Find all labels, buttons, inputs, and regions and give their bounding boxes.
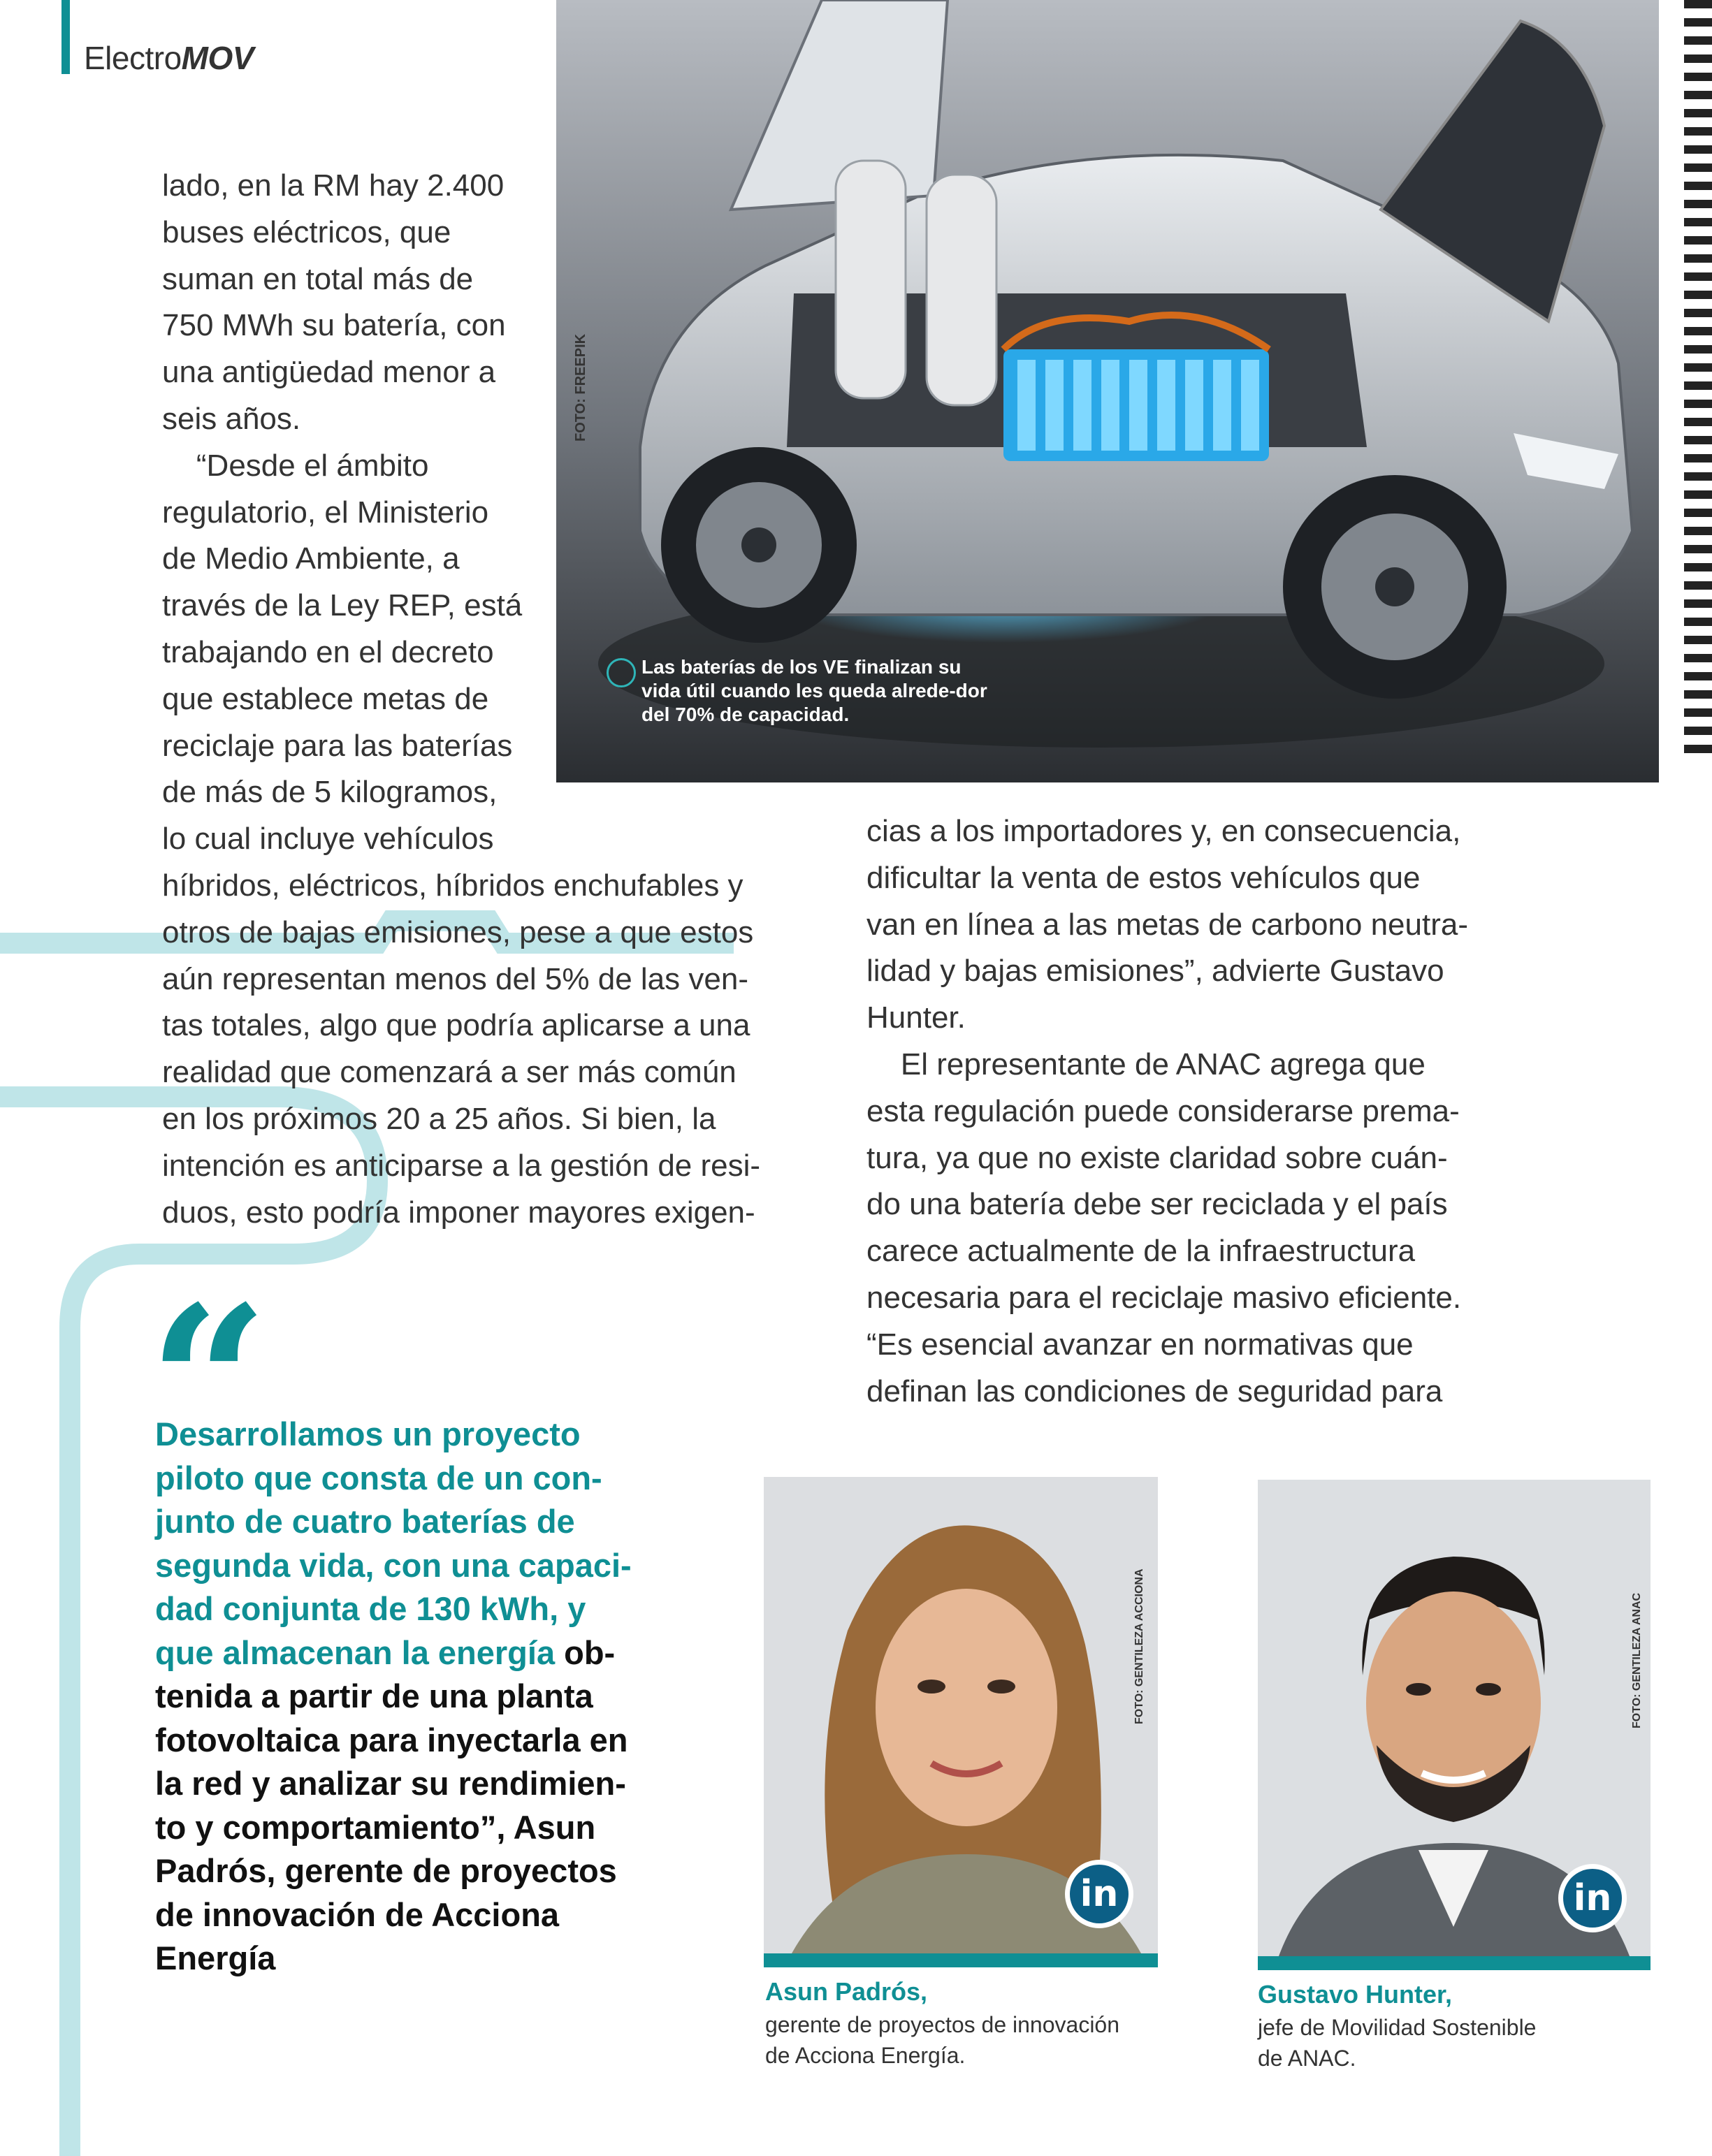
body-line: suman en total más de bbox=[162, 261, 474, 296]
body-line: tura, ya que no existe claridad sobre cuán- bbox=[866, 1140, 1448, 1175]
body-line: esta regulación puede considerarse prema- bbox=[866, 1093, 1460, 1128]
body-line: de Medio Ambiente, a bbox=[162, 541, 460, 576]
quote-line: que almacenan la energía ob- bbox=[155, 1633, 616, 1671]
quote-line: segunda vida, con una capaci- bbox=[155, 1546, 632, 1584]
body-line: través de la Ley REP, está bbox=[162, 588, 523, 623]
body-line: cias a los importadores y, en consecuencia, bbox=[866, 814, 1461, 848]
portrait-credit: FOTO: GENTILEZA ACCIONA bbox=[1133, 1568, 1145, 1724]
portrait-accent-bar bbox=[1258, 1956, 1651, 1970]
body-line: una antigüedad menor a bbox=[162, 355, 496, 390]
hero-photo-credit: FOTO: FREEPIK bbox=[573, 333, 588, 442]
quote-line: junto de cuatro baterías de bbox=[155, 1503, 575, 1540]
body-line: otros de bajas emisiones, pese a que estos bbox=[162, 915, 754, 949]
quote-line: fotovoltaica para inyectarla en bbox=[155, 1721, 628, 1758]
quote-line: Energía bbox=[155, 1939, 276, 1976]
body-line: buses eléctricos, que bbox=[162, 214, 451, 249]
person-name: Asun Padrós, bbox=[765, 1977, 928, 2006]
body-line: lado, en la RM hay 2.400 bbox=[162, 168, 505, 203]
body-line: do una batería debe ser reciclada y el país bbox=[866, 1187, 1448, 1222]
body-line: tas totales, algo que podría aplicarse a una bbox=[162, 1008, 750, 1043]
body-line: dificultar la venta de estos vehículos que bbox=[866, 860, 1421, 895]
quote-line: Padrós, gerente de proyectos bbox=[155, 1852, 617, 1889]
body-line: regulatorio, el Ministerio bbox=[162, 495, 489, 530]
body-line: híbridos, eléctricos, híbridos enchufables y bbox=[162, 868, 743, 903]
quote-line: de innovación de Acciona bbox=[155, 1895, 560, 1933]
person-role: jefe de Movilidad Sostenible de ANAC. bbox=[1258, 2015, 1537, 2071]
body-line: en los próximos 20 a 25 años. Si bien, la bbox=[162, 1101, 716, 1136]
body-line: necesaria para el reciclaje masivo eficiente. bbox=[866, 1280, 1462, 1315]
header-accent-bar bbox=[61, 0, 70, 74]
edge-stripes bbox=[1684, 0, 1712, 762]
portrait-accent-bar bbox=[764, 1953, 1158, 1967]
article-column-2 bbox=[866, 808, 1565, 1415]
quote-line: to y comportamiento”, Asun bbox=[155, 1808, 596, 1846]
body-line: seis años. bbox=[162, 401, 301, 436]
quote-line: Desarrollamos un proyecto bbox=[155, 1415, 581, 1452]
body-line: intención es anticiparse a la gestión de resi- bbox=[162, 1148, 761, 1183]
body-line: que establece metas de bbox=[162, 681, 489, 716]
body-line: Hunter. bbox=[866, 1000, 966, 1035]
hero-caption: Las baterías de los VE finalizan su vida útil cuando les queda alrede-dor del 70% de capacidad. bbox=[641, 656, 987, 725]
body-line: lidad y bajas emisiones”, advierte Gustavo bbox=[866, 954, 1444, 989]
quote-line: dad conjunta de 130 kWh, y bbox=[155, 1590, 586, 1627]
body-line: aún representan menos del 5% de las ven- bbox=[162, 961, 748, 996]
body-line: trabajando en el decreto bbox=[162, 634, 494, 669]
quote-mark-icon: “ bbox=[148, 1260, 269, 1506]
body-line: carece actualmente de la infraestructura bbox=[866, 1234, 1416, 1269]
body-line: El representante de ANAC agrega que bbox=[866, 1047, 1426, 1081]
body-line: reciclaje para las baterías bbox=[162, 728, 513, 763]
pull-quote bbox=[155, 1413, 686, 1981]
quote-line: la red y analizar su rendimien- bbox=[155, 1765, 626, 1802]
body-line: duos, esto podría imponer mayores exigen- bbox=[162, 1195, 755, 1230]
person-role: gerente de proyectos de innovación de Acciona Energía. bbox=[765, 2012, 1120, 2068]
portrait-credit: FOTO: GENTILEZA ANAC bbox=[1631, 1592, 1643, 1728]
body-line: “Desde el ámbito bbox=[162, 448, 429, 483]
body-line: van en línea a las metas de carbono neutra- bbox=[866, 907, 1468, 942]
body-line: realidad que comenzará a ser más común bbox=[162, 1055, 737, 1090]
body-line: definan las condiciones de seguridad para bbox=[866, 1374, 1443, 1408]
article-column-1 bbox=[162, 163, 812, 1236]
magazine-brand: ElectroMOV bbox=[84, 40, 254, 76]
body-line: 750 MWh su batería, con bbox=[162, 308, 506, 343]
linkedin-icon[interactable]: in bbox=[1065, 1860, 1133, 1928]
linkedin-icon[interactable]: in bbox=[1558, 1864, 1627, 1932]
person-name: Gustavo Hunter, bbox=[1258, 1980, 1453, 2009]
body-line: “Es esencial avanzar en normativas que bbox=[866, 1327, 1414, 1362]
body-line: de más de 5 kilogramos, bbox=[162, 775, 498, 810]
quote-line: piloto que consta de un con- bbox=[155, 1459, 602, 1496]
quote-line: tenida a partir de una planta bbox=[155, 1677, 593, 1714]
body-line: lo cual incluye vehículos bbox=[162, 822, 494, 857]
